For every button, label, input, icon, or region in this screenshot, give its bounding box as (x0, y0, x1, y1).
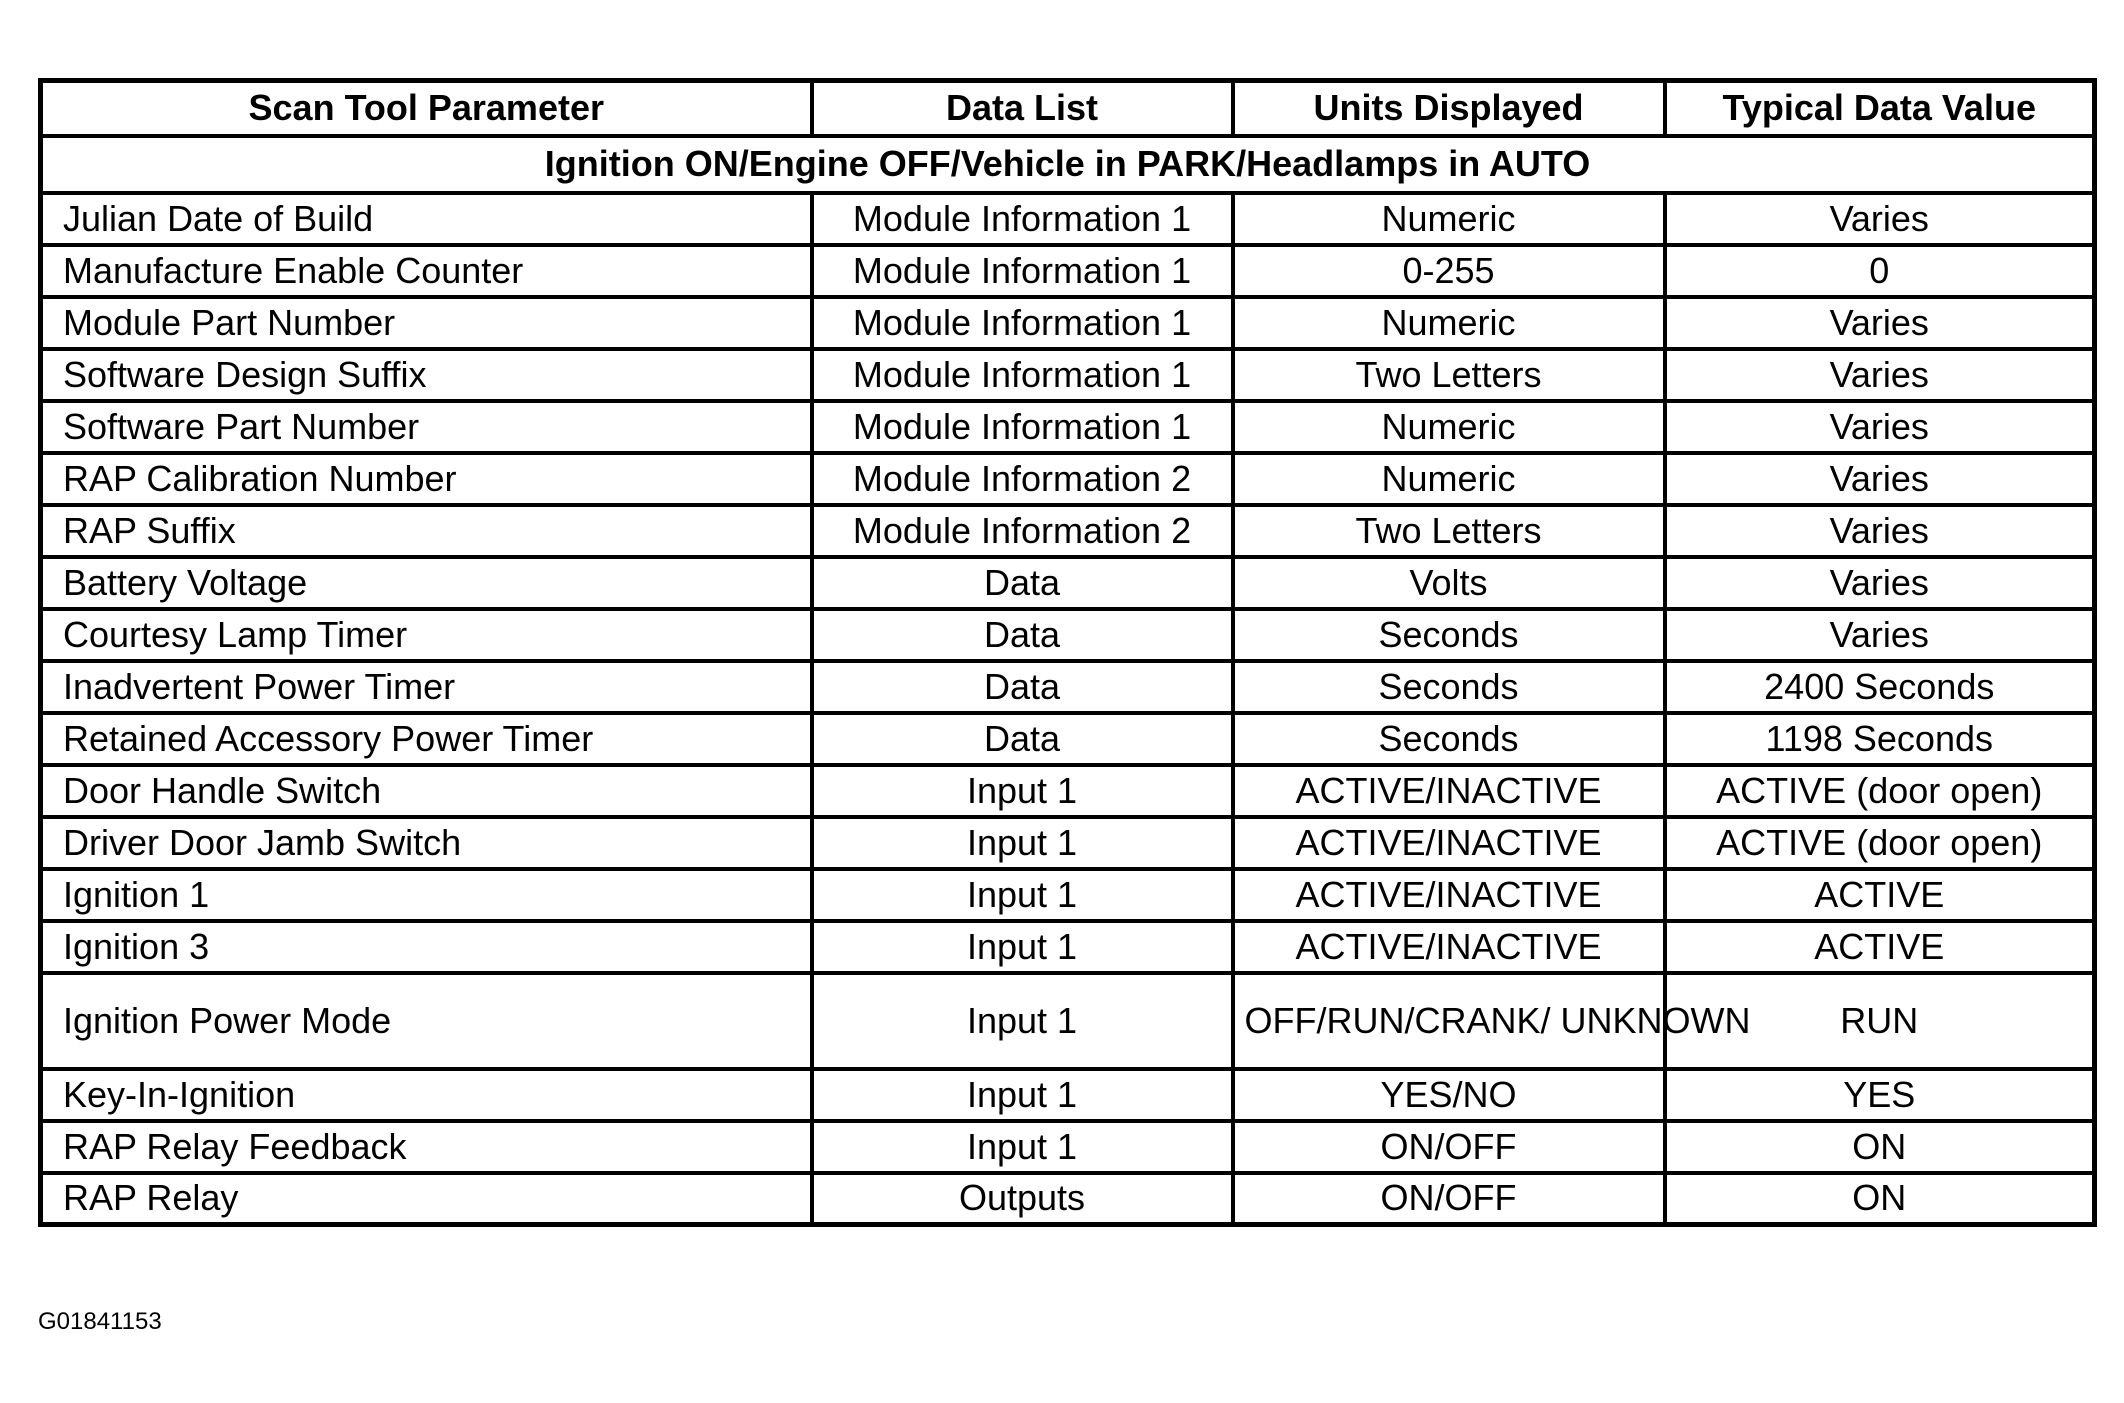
typical-value-cell: 1198 Seconds (1665, 713, 2095, 765)
units-cell: Seconds (1233, 713, 1665, 765)
parameter-cell: Julian Date of Build (41, 193, 812, 245)
parameter-cell: Driver Door Jamb Switch (41, 817, 812, 869)
table-row (41, 297, 2095, 349)
typical-value-cell: ON (1665, 1121, 2095, 1173)
typical-value-cell: YES (1665, 1069, 2095, 1121)
table-row (41, 401, 2095, 453)
units-cell: Seconds (1233, 661, 1665, 713)
units-cell: YES/NO (1233, 1069, 1665, 1121)
parameter-cell: Ignition Power Mode (41, 973, 812, 1069)
parameter-cell: Door Handle Switch (41, 765, 812, 817)
units-cell: OFF/RUN/CRANK/ UNKNOWN (1233, 973, 1665, 1069)
typical-value-cell: Varies (1665, 453, 2095, 505)
table-row (41, 973, 2095, 1069)
typical-value-cell: ACTIVE (door open) (1665, 817, 2095, 869)
typical-value-cell: Varies (1665, 349, 2095, 401)
data-list-cell: Input 1 (812, 869, 1233, 921)
data-list-cell: Module Information 1 (812, 349, 1233, 401)
units-cell: ACTIVE/INACTIVE (1233, 765, 1665, 817)
table-row (41, 609, 2095, 661)
parameter-cell: Courtesy Lamp Timer (41, 609, 812, 661)
parameter-cell: Inadvertent Power Timer (41, 661, 812, 713)
typical-value-cell: Varies (1665, 401, 2095, 453)
parameter-cell: Battery Voltage (41, 557, 812, 609)
typical-value-cell: ON (1665, 1173, 2095, 1225)
typical-value-cell: Varies (1665, 297, 2095, 349)
units-cell: ON/OFF (1233, 1121, 1665, 1173)
header-row (41, 81, 2095, 136)
header-data-list: Data List (812, 81, 1233, 136)
parameter-cell: Ignition 3 (41, 921, 812, 973)
table-row (41, 1121, 2095, 1173)
table-row (41, 245, 2095, 297)
typical-value-cell: ACTIVE (1665, 921, 2095, 973)
table-row (41, 765, 2095, 817)
data-list-cell: Data (812, 713, 1233, 765)
table-row (41, 1173, 2095, 1225)
parameter-cell: Manufacture Enable Counter (41, 245, 812, 297)
header-typical-data-value: Typical Data Value (1665, 81, 2095, 136)
parameter-cell: Key-In-Ignition (41, 1069, 812, 1121)
data-list-cell: Data (812, 661, 1233, 713)
units-cell: Numeric (1233, 453, 1665, 505)
table-body (41, 136, 2095, 1225)
parameter-cell: RAP Relay (41, 1173, 812, 1225)
figure-id: G01841153 (38, 1308, 162, 1335)
typical-value-cell: RUN (1665, 973, 2095, 1069)
data-list-cell: Input 1 (812, 765, 1233, 817)
typical-value-cell: ACTIVE (1665, 869, 2095, 921)
table-row (41, 505, 2095, 557)
typical-value-cell: Varies (1665, 609, 2095, 661)
typical-value-cell: Varies (1665, 557, 2095, 609)
table-row (41, 1069, 2095, 1121)
data-list-cell: Module Information 1 (812, 245, 1233, 297)
table-row (41, 349, 2095, 401)
units-cell: Seconds (1233, 609, 1665, 661)
units-cell: Volts (1233, 557, 1665, 609)
table-row (41, 817, 2095, 869)
data-list-cell: Outputs (812, 1173, 1233, 1225)
data-list-cell: Input 1 (812, 921, 1233, 973)
data-list-cell: Module Information 2 (812, 453, 1233, 505)
parameter-cell: Module Part Number (41, 297, 812, 349)
units-cell: Numeric (1233, 401, 1665, 453)
scan-tool-data-table (38, 78, 2097, 1227)
table-row (41, 921, 2095, 973)
units-cell: ON/OFF (1233, 1173, 1665, 1225)
data-list-cell: Module Information 1 (812, 401, 1233, 453)
typical-value-cell: 0 (1665, 245, 2095, 297)
parameter-cell: Software Design Suffix (41, 349, 812, 401)
typical-value-cell: Varies (1665, 505, 2095, 557)
data-list-cell: Input 1 (812, 1069, 1233, 1121)
typical-value-cell: Varies (1665, 193, 2095, 245)
table-row (41, 193, 2095, 245)
data-list-cell: Module Information 1 (812, 297, 1233, 349)
data-list-cell: Module Information 2 (812, 505, 1233, 557)
header-units-displayed: Units Displayed (1233, 81, 1665, 136)
table-row (41, 661, 2095, 713)
parameter-cell: Software Part Number (41, 401, 812, 453)
parameter-cell: Ignition 1 (41, 869, 812, 921)
units-cell: Numeric (1233, 297, 1665, 349)
section-row (41, 136, 2095, 193)
units-cell: ACTIVE/INACTIVE (1233, 817, 1665, 869)
parameter-cell: RAP Suffix (41, 505, 812, 557)
parameter-cell: RAP Relay Feedback (41, 1121, 812, 1173)
data-list-cell: Input 1 (812, 973, 1233, 1069)
typical-value-cell: 2400 Seconds (1665, 661, 2095, 713)
table-row (41, 713, 2095, 765)
units-cell: Numeric (1233, 193, 1665, 245)
parameter-cell: RAP Calibration Number (41, 453, 812, 505)
section-title: Ignition ON/Engine OFF/Vehicle in PARK/Headlamps in AUTO (41, 136, 2095, 193)
table-row (41, 869, 2095, 921)
units-cell: ACTIVE/INACTIVE (1233, 869, 1665, 921)
data-list-cell: Input 1 (812, 817, 1233, 869)
units-cell: ACTIVE/INACTIVE (1233, 921, 1665, 973)
table-row (41, 557, 2095, 609)
data-list-cell: Data (812, 557, 1233, 609)
parameter-cell: Retained Accessory Power Timer (41, 713, 812, 765)
data-list-cell: Data (812, 609, 1233, 661)
header-scan-tool-parameter: Scan Tool Parameter (41, 81, 812, 136)
table-row (41, 453, 2095, 505)
typical-value-cell: ACTIVE (door open) (1665, 765, 2095, 817)
units-cell: Two Letters (1233, 505, 1665, 557)
data-list-cell: Module Information 1 (812, 193, 1233, 245)
units-cell: 0-255 (1233, 245, 1665, 297)
units-cell: Two Letters (1233, 349, 1665, 401)
data-list-cell: Input 1 (812, 1121, 1233, 1173)
